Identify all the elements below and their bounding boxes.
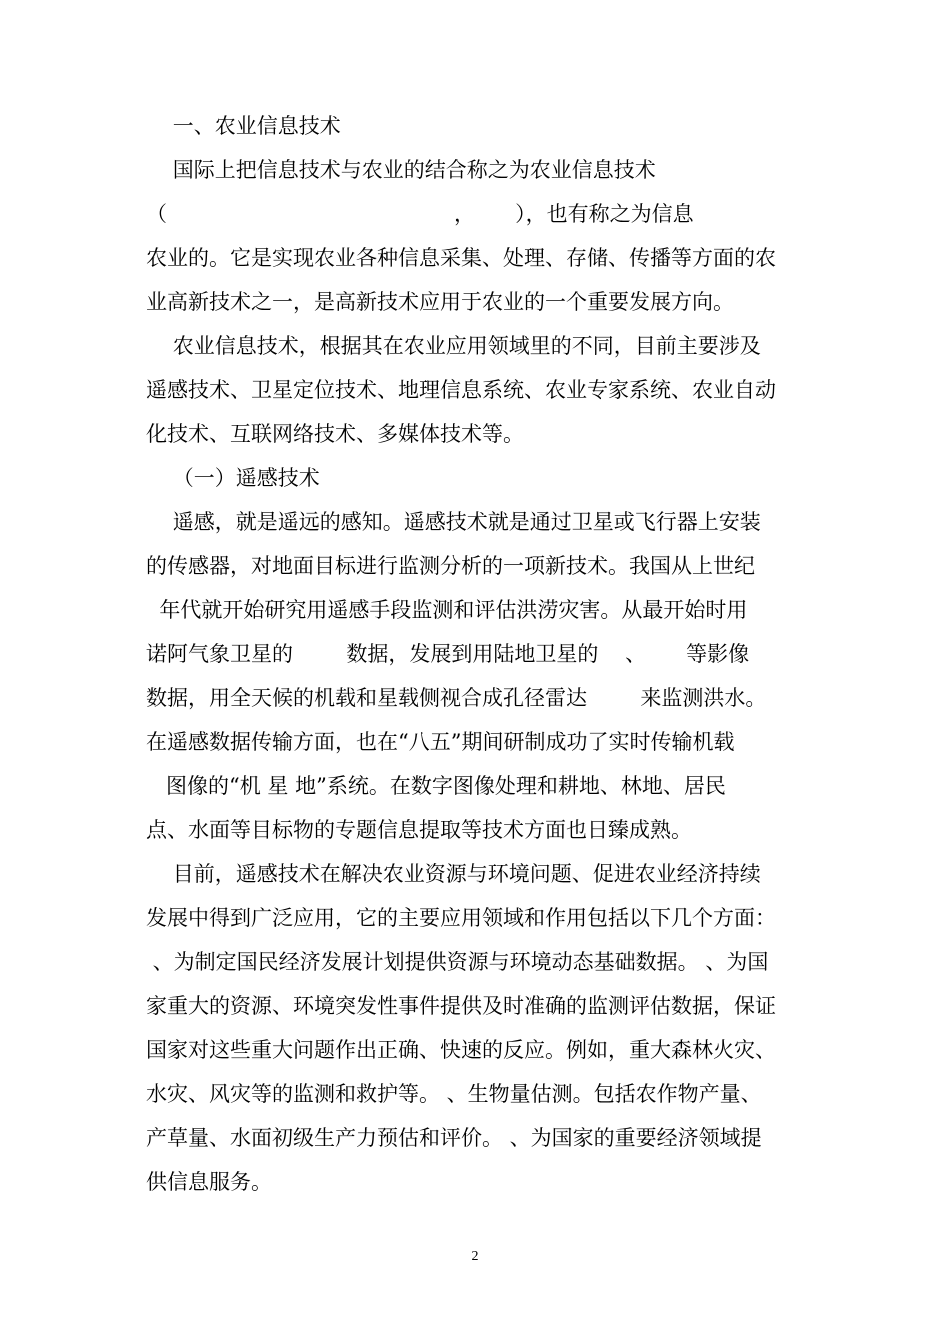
page-number: 2 [471, 1249, 479, 1264]
text-line: 图像的“机 星 地”系统。在数字图像处理和耕地、林地、居民 [146, 774, 726, 798]
text-line: 水灾、风灾等的监测和救护等。 、生物量估测。包括农作物产量、 [146, 1082, 762, 1106]
text-line: 化技术、互联网络技术、多媒体技术等。 [146, 422, 524, 446]
text-line: 农业信息技术，根据其在农业应用领域里的不同，目前主要涉及 [146, 334, 761, 358]
text-line: 遥感，就是遥远的感知。遥感技术就是通过卫星或飞行器上安装 [146, 510, 761, 534]
text-line: 年代就开始研究用遥感手段监测和评估洪涝灾害。从最开始时用 [146, 598, 748, 622]
text-line: 诺阿气象卫星的 数据，发展到用陆地卫星的 、 等影像 [146, 642, 750, 666]
text-line: 在遥感数据传输方面，也在“八五”期间研制成功了实时传输机载 [146, 730, 735, 754]
text-line: 目前，遥感技术在解决农业资源与环境问题、促进农业经济持续 [146, 862, 761, 886]
text-line: 一、农业信息技术 [146, 114, 341, 138]
text-line: 、为制定国民经济发展计划提供资源与环境动态基础数据。 、为国 [146, 950, 769, 974]
text-line: 发展中得到广泛应用，它的主要应用领域和作用包括以下几个方面： [146, 906, 776, 930]
text-line: 产草量、水面初级生产力预估和评价。 、为国家的重要经济领域提 [146, 1126, 762, 1150]
section-heading: （一）遥感技术 [146, 466, 320, 490]
text-line: 家重大的资源、环境突发性事件提供及时准确的监测评估数据，保证 [146, 994, 776, 1018]
text-line: 国际上把信息技术与农业的结合称之为农业信息技术 [146, 158, 656, 182]
text-line: （ ， ），也有称之为信息 [146, 202, 694, 226]
text-line: 点、水面等目标物的专题信息提取等技术方面也日臻成熟。 [146, 818, 692, 842]
text-line: 的传感器，对地面目标进行监测分析的一项新技术。我国从上世纪 [146, 554, 755, 578]
text-line: 业高新技术之一，是高新技术应用于农业的一个重要发展方向。 [146, 290, 734, 314]
text-line: 供信息服务。 [146, 1170, 272, 1194]
text-line: 遥感技术、卫星定位技术、地理信息系统、农业专家系统、农业自动 [146, 378, 776, 402]
text-line: 国家对这些重大问题作出正确、快速的反应。例如，重大森林火灾、 [146, 1038, 776, 1062]
text-line: 数据，用全天候的机载和星载侧视合成孔径雷达 来监测洪水。 [146, 686, 767, 710]
text-line: 农业的。它是实现农业各种信息采集、处理、存储、传播等方面的农 [146, 246, 776, 270]
